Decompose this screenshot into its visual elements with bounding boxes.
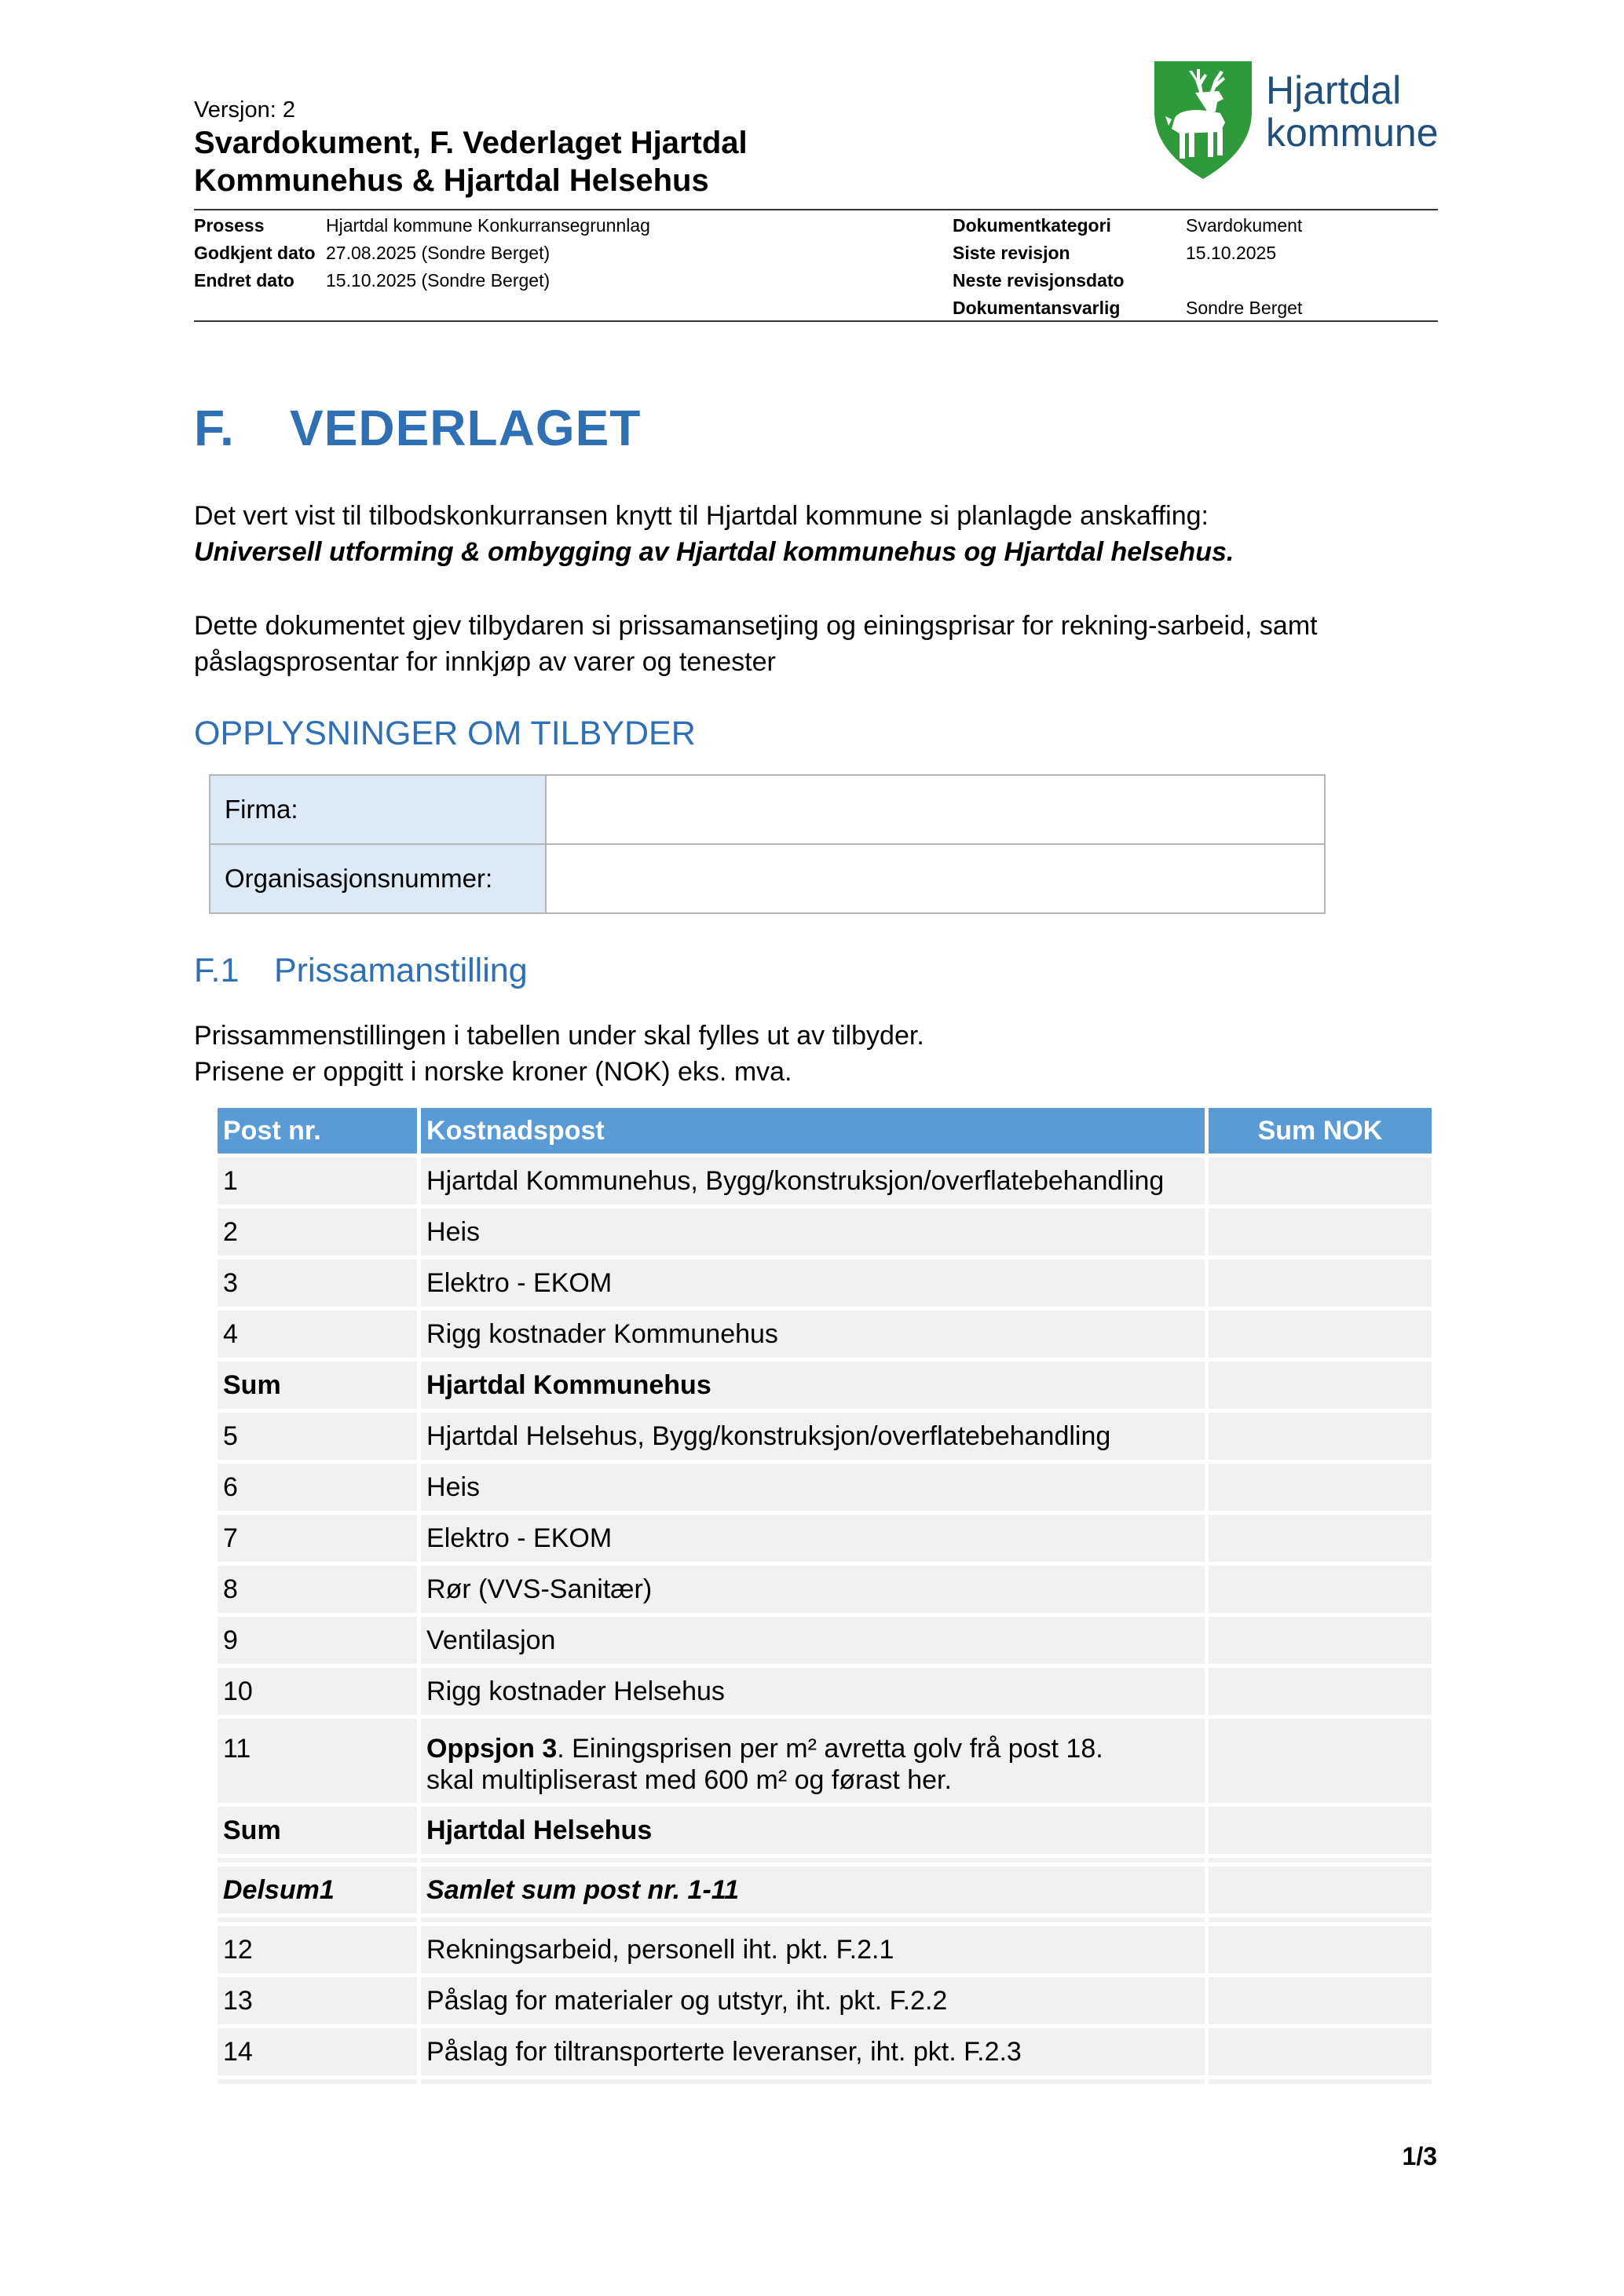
logo-wordmark-line1: Hjartdal	[1266, 68, 1402, 112]
section-heading-f1	[194, 952, 528, 990]
option-line1	[426, 1733, 1199, 1764]
meta-key: Godkjent dato	[194, 243, 316, 263]
table-row	[218, 1515, 1432, 1562]
main-heading-title: VEDERLAGET	[290, 400, 642, 456]
meta-row	[194, 267, 744, 294]
table-row	[218, 1617, 1432, 1664]
sum-input-cell[interactable]	[1209, 1926, 1432, 1973]
post-cell: 13	[218, 1977, 417, 2024]
post-cell: Sum	[218, 1362, 417, 1409]
col-header-post: Post nr.	[218, 1108, 417, 1153]
header-top-rule	[194, 209, 1438, 210]
cost-item-cell: Samlet sum post nr. 1-11	[421, 1866, 1205, 1914]
sum-input-cell[interactable]	[1209, 1977, 1432, 2024]
section-heading-tilbyder: OPPLYSNINGER OM TILBYDER	[194, 715, 696, 752]
spacer-cell	[1209, 2079, 1432, 2084]
table-spacer-row	[218, 1858, 1432, 1863]
table-row	[218, 1311, 1432, 1358]
table-row	[218, 1464, 1432, 1511]
version-label: Versjon: 2	[194, 97, 295, 122]
table-row-delsum	[218, 1866, 1432, 1914]
spacer-cell	[218, 1858, 417, 1863]
table-spacer-row	[218, 2079, 1432, 2084]
option-text: . Einingsprisen per m² avretta golv frå post 18.	[557, 1734, 1103, 1764]
table-row-option	[218, 1719, 1432, 1803]
meta-row	[953, 239, 1439, 267]
tilbyder-info-table	[209, 774, 1326, 914]
sum-input-cell[interactable]	[1209, 1617, 1432, 1664]
spacer-cell	[218, 2079, 417, 2084]
sum-input-cell[interactable]	[1209, 1866, 1432, 1914]
table-row-subtotal	[218, 1362, 1432, 1409]
meta-value: Hjartdal kommune Konkurransegrunnlag	[326, 215, 650, 236]
cost-item-cell: Hjartdal Kommunehus, Bygg/konstruksjon/overflatebehandling	[421, 1157, 1205, 1205]
sum-input-cell[interactable]	[1209, 1719, 1432, 1803]
document-title-line1: Svardokument, F. Vederlaget Hjartdal	[194, 126, 748, 160]
post-cell: 6	[218, 1464, 417, 1511]
spacer-cell	[421, 1918, 1205, 1922]
hjartdal-coat-of-arms-logo	[1148, 57, 1258, 182]
sum-input-cell[interactable]	[1209, 1668, 1432, 1715]
meta-value: 15.10.2025	[1186, 243, 1277, 263]
cost-item-cell: Ventilasjon	[421, 1617, 1205, 1664]
meta-key: Neste revisjonsdato	[953, 270, 1125, 291]
orgnr-input-cell[interactable]	[546, 844, 1325, 913]
page-number: 1/3	[1402, 2142, 1437, 2170]
price-table	[214, 1104, 1436, 2088]
document-title	[194, 124, 1058, 199]
spacer-cell	[1209, 1918, 1432, 1922]
meta-value: 15.10.2025 (Sondre Berget)	[326, 270, 550, 291]
cost-item-cell: Påslag for tiltransporterte leveranser, iht. pkt. F.2.3	[421, 2028, 1205, 2075]
cost-item-cell: Hjartdal Kommunehus	[421, 1362, 1205, 1409]
post-cell: Delsum1	[218, 1866, 417, 1914]
intro-para2-line1: Dette dokumentet gjev tilbydaren si prissamansetjing og einingsprisar for rekning-sarbeid, samt	[194, 611, 1318, 641]
spacer-cell	[421, 1858, 1205, 1863]
main-heading	[194, 399, 641, 457]
col-header-kostnadspost: Kostnadspost	[421, 1108, 1205, 1153]
meta-key: Prosess	[194, 215, 265, 236]
logo-wordmark-line2: kommune	[1266, 111, 1439, 155]
price-table-header	[218, 1108, 1432, 1153]
table-row	[218, 1566, 1432, 1613]
option-label: Oppsjon 3	[426, 1734, 558, 1764]
post-cell: 4	[218, 1311, 417, 1358]
sum-input-cell[interactable]	[1209, 2028, 1432, 2075]
sum-input-cell[interactable]	[1209, 1311, 1432, 1358]
cost-item-cell: Heis	[421, 1208, 1205, 1256]
meta-key: Endret dato	[194, 270, 294, 291]
cost-item-cell: Rekningsarbeid, personell iht. pkt. F.2.1	[421, 1926, 1205, 1973]
spacer-cell	[218, 1918, 417, 1922]
firma-input-cell[interactable]	[546, 775, 1325, 844]
sum-input-cell[interactable]	[1209, 1362, 1432, 1409]
cost-item-cell: Elektro - EKOM	[421, 1515, 1205, 1562]
intro-line1: Det vert vist til tilbodskonkurransen knytt til Hjartdal kommune si planlagde anskaffing:	[194, 501, 1209, 531]
sum-input-cell[interactable]	[1209, 1566, 1432, 1613]
f1-text-line1: Prissammenstillingen i tabellen under skal fylles ut av tilbyder.	[194, 1021, 924, 1051]
table-row	[218, 1260, 1432, 1307]
cost-item-cell: Hjartdal Helsehus	[421, 1807, 1205, 1854]
spacer-cell	[421, 2079, 1205, 2084]
orgnr-label: Organisasjonsnummer:	[210, 844, 546, 913]
table-row	[218, 1157, 1432, 1205]
section-f1-number: F.1	[194, 952, 240, 989]
post-cell: 11	[218, 1719, 417, 1803]
cost-item-cell: Heis	[421, 1464, 1205, 1511]
sum-input-cell[interactable]	[1209, 1464, 1432, 1511]
table-row	[218, 1413, 1432, 1460]
table-row	[218, 1208, 1432, 1256]
table-spacer-row	[218, 1918, 1432, 1922]
table-row	[218, 1926, 1432, 1973]
table-row-subtotal	[218, 1807, 1432, 1854]
main-heading-number: F.	[194, 400, 235, 456]
post-cell: 5	[218, 1413, 417, 1460]
post-cell: 1	[218, 1157, 417, 1205]
post-cell: 12	[218, 1926, 417, 1973]
meta-row	[194, 239, 744, 267]
sum-input-cell[interactable]	[1209, 1157, 1432, 1205]
cost-item-cell: Rigg kostnader Kommunehus	[421, 1311, 1205, 1358]
table-row	[210, 844, 1325, 913]
sum-input-cell[interactable]	[1209, 1260, 1432, 1307]
meta-key: Dokumentkategori	[953, 215, 1111, 236]
post-cell: 3	[218, 1260, 417, 1307]
document-title-line2: Kommunehus & Hjartdal Helsehus	[194, 163, 709, 198]
meta-left-block	[194, 212, 744, 294]
cost-item-cell: Elektro - EKOM	[421, 1260, 1205, 1307]
post-cell: 14	[218, 2028, 417, 2075]
intro-para2-line2: påslagsprosentar for innkjøp av varer og tenester	[194, 647, 776, 677]
f1-text-line2: Prisene er oppgitt i norske kroner (NOK) eks. mva.	[194, 1057, 792, 1087]
option-line2: skal multipliserast med 600 m² og førast her.	[426, 1765, 952, 1795]
meta-right-block	[953, 212, 1439, 322]
col-header-sum: Sum NOK	[1209, 1108, 1432, 1153]
table-row	[218, 2028, 1432, 2075]
meta-row	[953, 267, 1439, 294]
cost-item-cell: Rør (VVS-Sanitær)	[421, 1566, 1205, 1613]
sum-input-cell[interactable]	[1209, 1515, 1432, 1562]
table-row	[218, 1977, 1432, 2024]
firma-label: Firma:	[210, 775, 546, 844]
meta-value: Svardokument	[1186, 215, 1303, 236]
header-bottom-rule	[194, 320, 1438, 322]
sum-input-cell[interactable]	[1209, 1208, 1432, 1256]
cost-item-cell: Hjartdal Helsehus, Bygg/konstruksjon/overflatebehandling	[421, 1413, 1205, 1460]
table-row	[218, 1668, 1432, 1715]
spacer-cell	[1209, 1858, 1432, 1863]
meta-key: Siste revisjon	[953, 243, 1070, 263]
section-f1-title: Prissamanstilling	[274, 952, 528, 989]
cost-item-cell	[421, 1719, 1205, 1803]
post-cell: 2	[218, 1208, 417, 1256]
meta-row	[953, 294, 1439, 322]
cost-item-cell: Påslag for materialer og utstyr, iht. pkt. F.2.2	[421, 1977, 1205, 2024]
sum-input-cell[interactable]	[1209, 1807, 1432, 1854]
meta-key: Dokumentansvarlig	[953, 298, 1121, 318]
logo-wordmark	[1266, 69, 1439, 154]
meta-value: 27.08.2025 (Sondre Berget)	[326, 243, 550, 263]
post-cell: Sum	[218, 1807, 417, 1854]
post-cell: 9	[218, 1617, 417, 1664]
post-cell: 8	[218, 1566, 417, 1613]
cost-item-cell: Rigg kostnader Helsehus	[421, 1668, 1205, 1715]
post-cell: 10	[218, 1668, 417, 1715]
meta-row	[194, 212, 744, 239]
intro-project-title: Universell utforming & ombygging av Hjartdal kommunehus og Hjartdal helsehus.	[194, 537, 1234, 567]
meta-value: Sondre Berget	[1186, 298, 1303, 318]
table-row	[210, 775, 1325, 844]
sum-input-cell[interactable]	[1209, 1413, 1432, 1460]
post-cell: 7	[218, 1515, 417, 1562]
meta-row	[953, 212, 1439, 239]
